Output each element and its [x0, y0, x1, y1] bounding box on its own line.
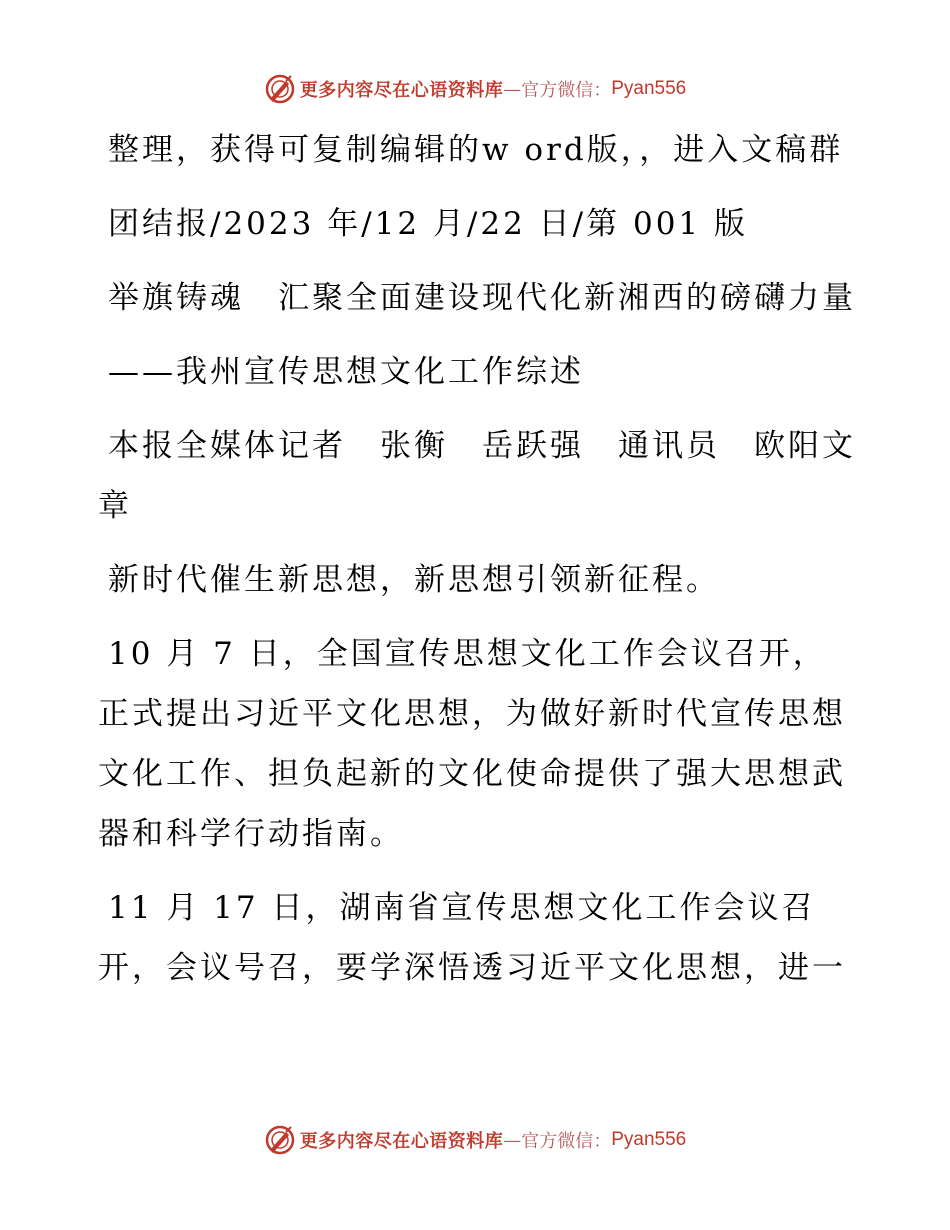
pen-logo-icon — [264, 73, 296, 105]
paragraph-source: 团结报/2023 年/12 月/22 日/第 001 版 — [108, 206, 749, 242]
watermark-dash: — — [503, 1129, 522, 1151]
pen-logo-icon — [264, 1124, 296, 1156]
document-body — [98, 120, 858, 1012]
article-title: 举旗铸魂 汇聚全面建设现代化新湘西的磅礴力量 — [108, 280, 856, 316]
watermark-wechat-id: Pyan556 — [611, 1129, 687, 1150]
footer-watermark — [0, 1122, 950, 1158]
watermark-main-text: 更多内容尽在心语资料库 — [299, 1131, 504, 1152]
watermark-wechat-id: Pyan556 — [611, 78, 687, 99]
watermark-sub-text: 官方微信： — [521, 80, 612, 101]
article-byline: 本报全媒体记者 张衡 岳跃强 通讯员 欧阳文章 — [98, 428, 856, 524]
paragraph-body: 10 月 7 日，全国宣传思想文化工作会议召开，正式提出习近平文化思想，为做好新时代宣传思想文化工作、担负起新的文化使命提供了强大思想武器和科学行动指南。 — [98, 636, 846, 852]
watermark-sub-text: 官方微信： — [521, 1131, 612, 1152]
paragraph-intro: 整理，获得可复制编辑的w ord版，，进入文稿群 — [108, 132, 844, 168]
paragraph-body: 11 月 17 日，湖南省宣传思想文化工作会议召开，会议号召，要学深悟透习近平文化思想，进一 — [98, 890, 846, 986]
article-subtitle: ——我州宣传思想文化工作综述 — [108, 354, 584, 390]
paragraph-body: 新时代催生新思想，新思想引领新征程。 — [108, 562, 720, 598]
header-watermark — [0, 71, 950, 107]
watermark-dash: — — [503, 78, 522, 100]
watermark-main-text: 更多内容尽在心语资料库 — [299, 80, 504, 101]
